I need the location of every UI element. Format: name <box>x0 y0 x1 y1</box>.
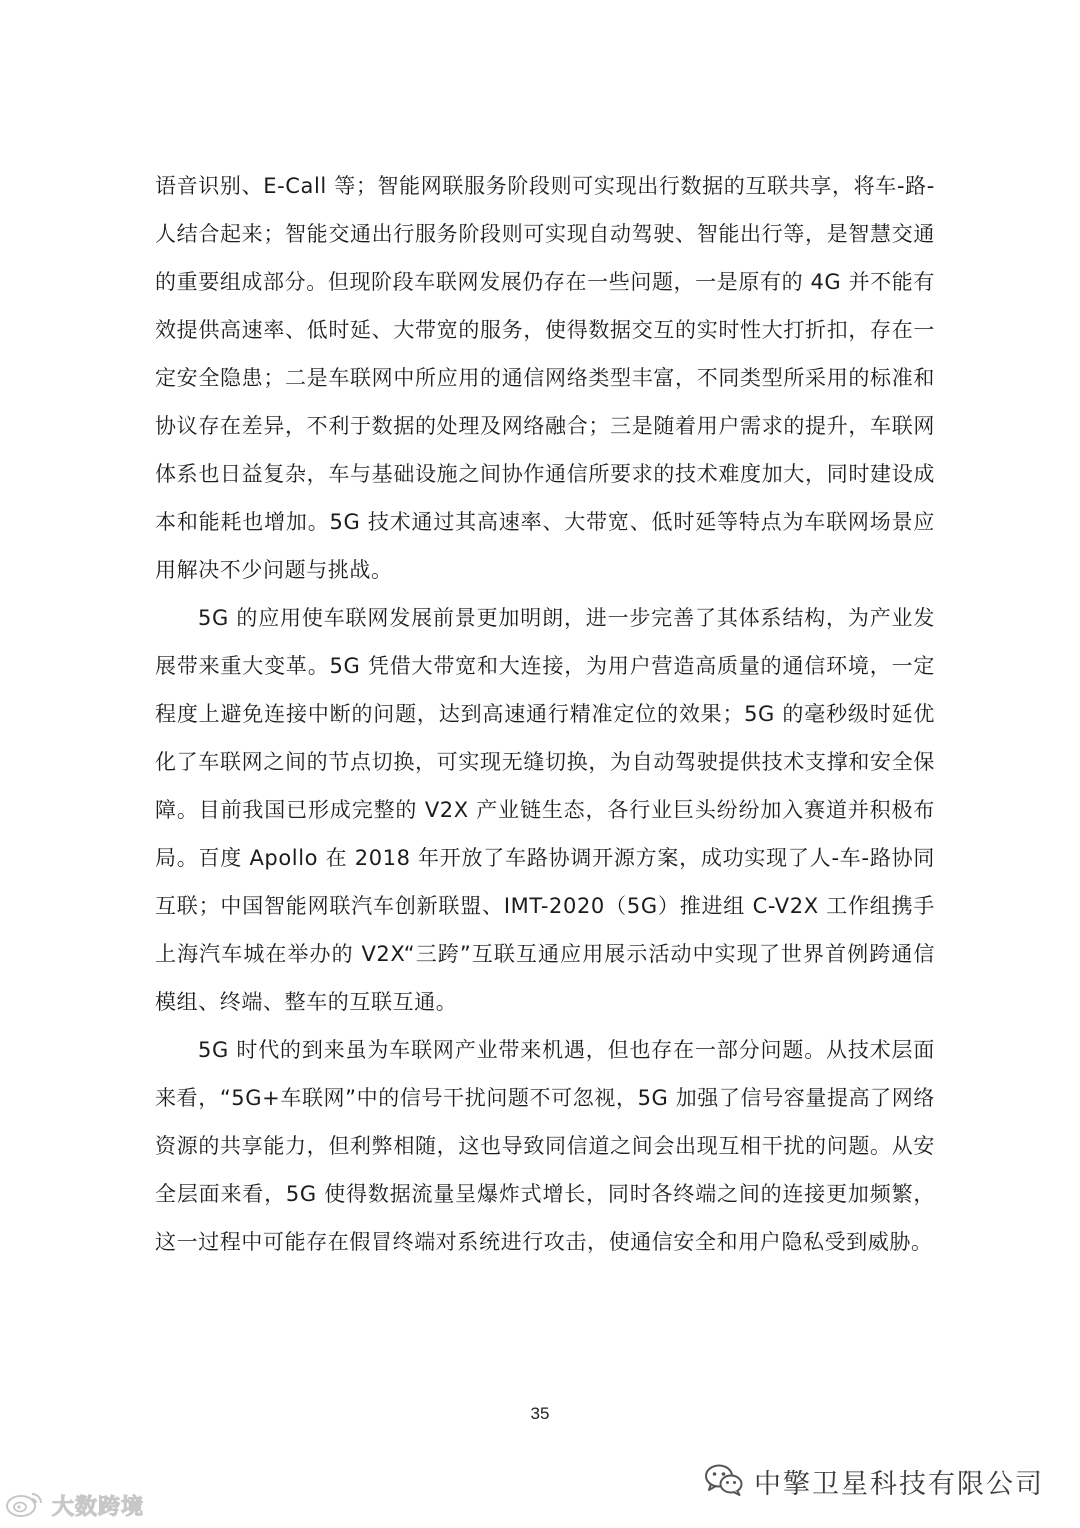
watermark-right <box>704 1462 1044 1501</box>
weibo-logo-icon <box>4 1488 46 1522</box>
page-number: 35 <box>530 1404 550 1423</box>
watermark-left <box>4 1488 144 1522</box>
watermark-left-text: 大数跨境 <box>52 1494 145 1520</box>
paragraph-5g-problems: 5G 时代的到来虽为车联网产业带来机遇，但也存在一部分问题。从技术层面来看，“5G+车联网”中的信号干扰问题不可忽视，5G 加强了信号容量提高了网络资源的共享能力，但利弊相随，这也导致同信道之间会出现互相干扰的问题。从安全层面来看，5G 使得数据流量呈爆炸式增长，同时各终端之间的连接更加频繁，这一过程中可能存在假冒终端对系统进行攻击，使通信安全和用户隐私受到威胁。 <box>155 1038 935 1254</box>
body-text <box>155 162 935 1266</box>
wechat-icon <box>704 1463 744 1501</box>
paragraph-continued: 语音识别、E-Call 等；智能网联服务阶段则可实现出行数据的互联共享，将车-路-人结合起来；智能交通出行服务阶段则可实现自动驾驶、智能出行等，是智慧交通的重要组成部分。但现阶段车联网发展仍存在一些问题，一是原有的 4G 并不能有效提供高速率、低时延、大带宽的服务，使得数据交互的实时性大打折扣，存在一定安全隐患；二是车联网中所应用的通信网络类型丰富，不同类型所采用的标准和协议存在差异，不利于数据的处理及网络融合；三是随着用户需求的提升，车联网体系也日益复杂，车与基础设施之间协作通信所要求的技术难度加大，同时建设成本和能耗也增加。5G 技术通过其高速率、大带宽、低时延等特点为车联网场景应用解决不少问题与挑战。 <box>155 174 935 582</box>
paragraph-5g-application: 5G 的应用使车联网发展前景更加明朗，进一步完善了其体系结构，为产业发展带来重大变革。5G 凭借大带宽和大连接，为用户营造高质量的通信环境，一定程度上避免连接中断的问题，达到高速通行精准定位的效果；5G 的毫秒级时延优化了车联网之间的节点切换，可实现无缝切换，为自动驾驶提供技术支撑和安全保障。目前我国已形成完整的 V2X 产业链生态，各行业巨头纷纷加入赛道并积极布局。百度 Apollo 在 2018 年开放了车路协调开源方案，成功实现了人-车-路协同互联；中国智能网联汽车创新联盟、IMT-2020（5G）推进组 C-V2X 工作组携手上海汽车城在举办的 V2X“三跨”互联互通应用展示活动中实现了世界首例跨通信模组、终端、整车的互联互通。 <box>155 606 935 1014</box>
watermark-right-text: 中擎卫星科技有限公司 <box>754 1469 1044 1500</box>
